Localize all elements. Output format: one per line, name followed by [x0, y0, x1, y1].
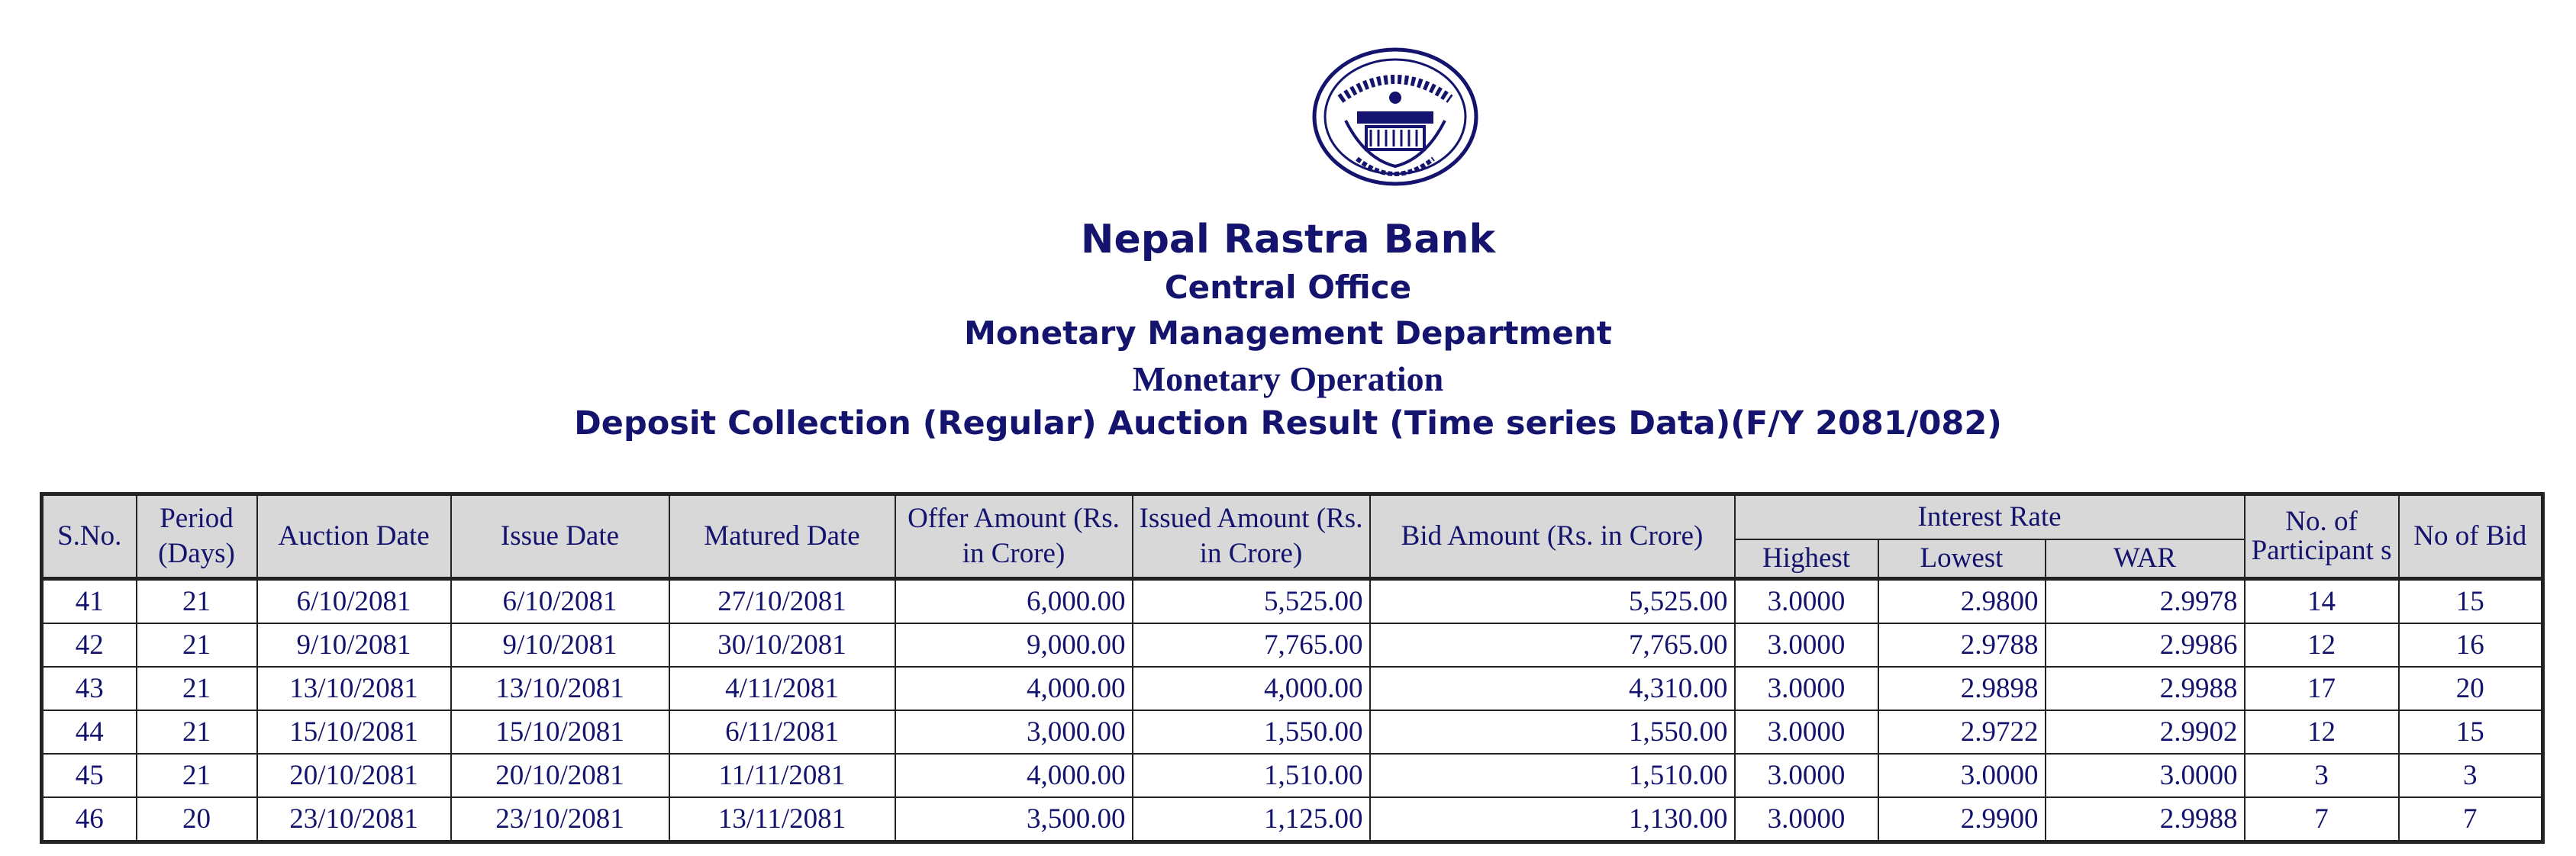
- cell-issue-date: 15/10/2081: [451, 710, 669, 754]
- cell-period: 21: [137, 623, 257, 667]
- cell-no-of-bid: 7: [2399, 797, 2543, 842]
- cell-bid-amount: 7,765.00: [1370, 623, 1735, 667]
- operation-name: Monetary Operation: [1132, 359, 1444, 398]
- cell-auction-date: 6/10/2081: [257, 579, 451, 624]
- cell-lowest: 2.9722: [1878, 710, 2046, 754]
- col-header-auction-date: Auction Date: [257, 494, 451, 579]
- cell-lowest: 3.0000: [1878, 754, 2046, 797]
- office-name: Central Office: [1164, 269, 1412, 306]
- cell-auction-date: 20/10/2081: [257, 754, 451, 797]
- cell-war: 2.9988: [2046, 667, 2245, 710]
- cell-offer-amount: 6,000.00: [895, 579, 1133, 624]
- col-header-no-of-bid: No of Bid: [2399, 494, 2543, 579]
- cell-issued-amount: 5,525.00: [1133, 579, 1370, 624]
- cell-issue-date: 23/10/2081: [451, 797, 669, 842]
- table-row: [42, 623, 2543, 667]
- cell-matured-date: 4/11/2081: [669, 667, 895, 710]
- cell-participants: 17: [2245, 667, 2399, 710]
- cell-issued-amount: 1,510.00: [1133, 754, 1370, 797]
- cell-period: 20: [137, 797, 257, 842]
- col-header-participants: No. of Participant s: [2245, 494, 2399, 579]
- col-header-war: WAR: [2046, 539, 2245, 579]
- cell-no-of-bid: 15: [2399, 710, 2543, 754]
- cell-issued-amount: 1,125.00: [1133, 797, 1370, 842]
- cell-sno: 42: [42, 623, 137, 667]
- auction-results-table: [40, 492, 2545, 844]
- cell-auction-date: 9/10/2081: [257, 623, 451, 667]
- cell-offer-amount: 9,000.00: [895, 623, 1133, 667]
- cell-issue-date: 9/10/2081: [451, 623, 669, 667]
- cell-participants: 14: [2245, 579, 2399, 624]
- cell-auction-date: 13/10/2081: [257, 667, 451, 710]
- cell-matured-date: 13/11/2081: [669, 797, 895, 842]
- cell-highest: 3.0000: [1735, 623, 1878, 667]
- cell-highest: 3.0000: [1735, 710, 1878, 754]
- cell-no-of-bid: 16: [2399, 623, 2543, 667]
- cell-issue-date: 6/10/2081: [451, 579, 669, 624]
- col-header-bid-amount: Bid Amount (Rs. in Crore): [1370, 494, 1735, 579]
- table-row: [42, 710, 2543, 754]
- cell-issue-date: 13/10/2081: [451, 667, 669, 710]
- cell-bid-amount: 1,130.00: [1370, 797, 1735, 842]
- col-header-interest-rate: Interest Rate: [1735, 494, 2245, 540]
- cell-offer-amount: 3,500.00: [895, 797, 1133, 842]
- cell-auction-date: 15/10/2081: [257, 710, 451, 754]
- col-header-sno: S.No.: [42, 494, 137, 579]
- cell-bid-amount: 4,310.00: [1370, 667, 1735, 710]
- cell-period: 21: [137, 579, 257, 624]
- cell-sno: 46: [42, 797, 137, 842]
- cell-lowest: 2.9900: [1878, 797, 2046, 842]
- cell-war: 2.9988: [2046, 797, 2245, 842]
- cell-period: 21: [137, 710, 257, 754]
- cell-auction-date: 23/10/2081: [257, 797, 451, 842]
- cell-period: 21: [137, 667, 257, 710]
- cell-highest: 3.0000: [1735, 579, 1878, 624]
- cell-participants: 12: [2245, 623, 2399, 667]
- cell-participants: 12: [2245, 710, 2399, 754]
- cell-war: 2.9902: [2046, 710, 2245, 754]
- cell-sno: 44: [42, 710, 137, 754]
- col-header-period: Period (Days): [137, 494, 257, 579]
- report-title: Deposit Collection (Regular) Auction Result (Time series Data)(F/Y 2081/082): [574, 404, 2002, 442]
- col-header-issued-amount: Issued Amount (Rs. in Crore): [1133, 494, 1370, 579]
- col-header-lowest: Lowest: [1878, 539, 2046, 579]
- cell-bid-amount: 1,550.00: [1370, 710, 1735, 754]
- table-row: [42, 797, 2543, 842]
- cell-participants: 7: [2245, 797, 2399, 842]
- col-header-highest: Highest: [1735, 539, 1878, 579]
- table-row: [42, 754, 2543, 797]
- bank-seal-logo: [1311, 44, 1479, 192]
- cell-lowest: 2.9898: [1878, 667, 2046, 710]
- department-name: Monetary Management Department: [964, 314, 1612, 352]
- cell-sno: 45: [42, 754, 137, 797]
- cell-no-of-bid: 15: [2399, 579, 2543, 624]
- table-row: [42, 579, 2543, 624]
- cell-matured-date: 6/11/2081: [669, 710, 895, 754]
- cell-no-of-bid: 20: [2399, 667, 2543, 710]
- cell-offer-amount: 4,000.00: [895, 667, 1133, 710]
- table-header: [42, 494, 2543, 579]
- cell-matured-date: 27/10/2081: [669, 579, 895, 624]
- cell-bid-amount: 5,525.00: [1370, 579, 1735, 624]
- cell-sno: 41: [42, 579, 137, 624]
- bank-name: Nepal Rastra Bank: [1080, 217, 1496, 262]
- cell-participants: 3: [2245, 754, 2399, 797]
- cell-offer-amount: 4,000.00: [895, 754, 1133, 797]
- cell-bid-amount: 1,510.00: [1370, 754, 1735, 797]
- cell-war: 2.9986: [2046, 623, 2245, 667]
- cell-sno: 43: [42, 667, 137, 710]
- cell-issue-date: 20/10/2081: [451, 754, 669, 797]
- col-header-offer-amount: Offer Amount (Rs. in Crore): [895, 494, 1133, 579]
- cell-war: 2.9978: [2046, 579, 2245, 624]
- nepal-rastra-bank-seal-icon: [1311, 44, 1479, 192]
- cell-period: 21: [137, 754, 257, 797]
- cell-no-of-bid: 3: [2399, 754, 2543, 797]
- cell-highest: 3.0000: [1735, 667, 1878, 710]
- cell-issued-amount: 4,000.00: [1133, 667, 1370, 710]
- cell-matured-date: 11/11/2081: [669, 754, 895, 797]
- cell-highest: 3.0000: [1735, 754, 1878, 797]
- col-header-matured-date: Matured Date: [669, 494, 895, 579]
- cell-lowest: 2.9788: [1878, 623, 2046, 667]
- table-row: [42, 667, 2543, 710]
- cell-lowest: 2.9800: [1878, 579, 2046, 624]
- col-header-issue-date: Issue Date: [451, 494, 669, 579]
- table-body: [42, 579, 2543, 842]
- cell-highest: 3.0000: [1735, 797, 1878, 842]
- cell-matured-date: 30/10/2081: [669, 623, 895, 667]
- cell-war: 3.0000: [2046, 754, 2245, 797]
- cell-issued-amount: 7,765.00: [1133, 623, 1370, 667]
- cell-offer-amount: 3,000.00: [895, 710, 1133, 754]
- cell-issued-amount: 1,550.00: [1133, 710, 1370, 754]
